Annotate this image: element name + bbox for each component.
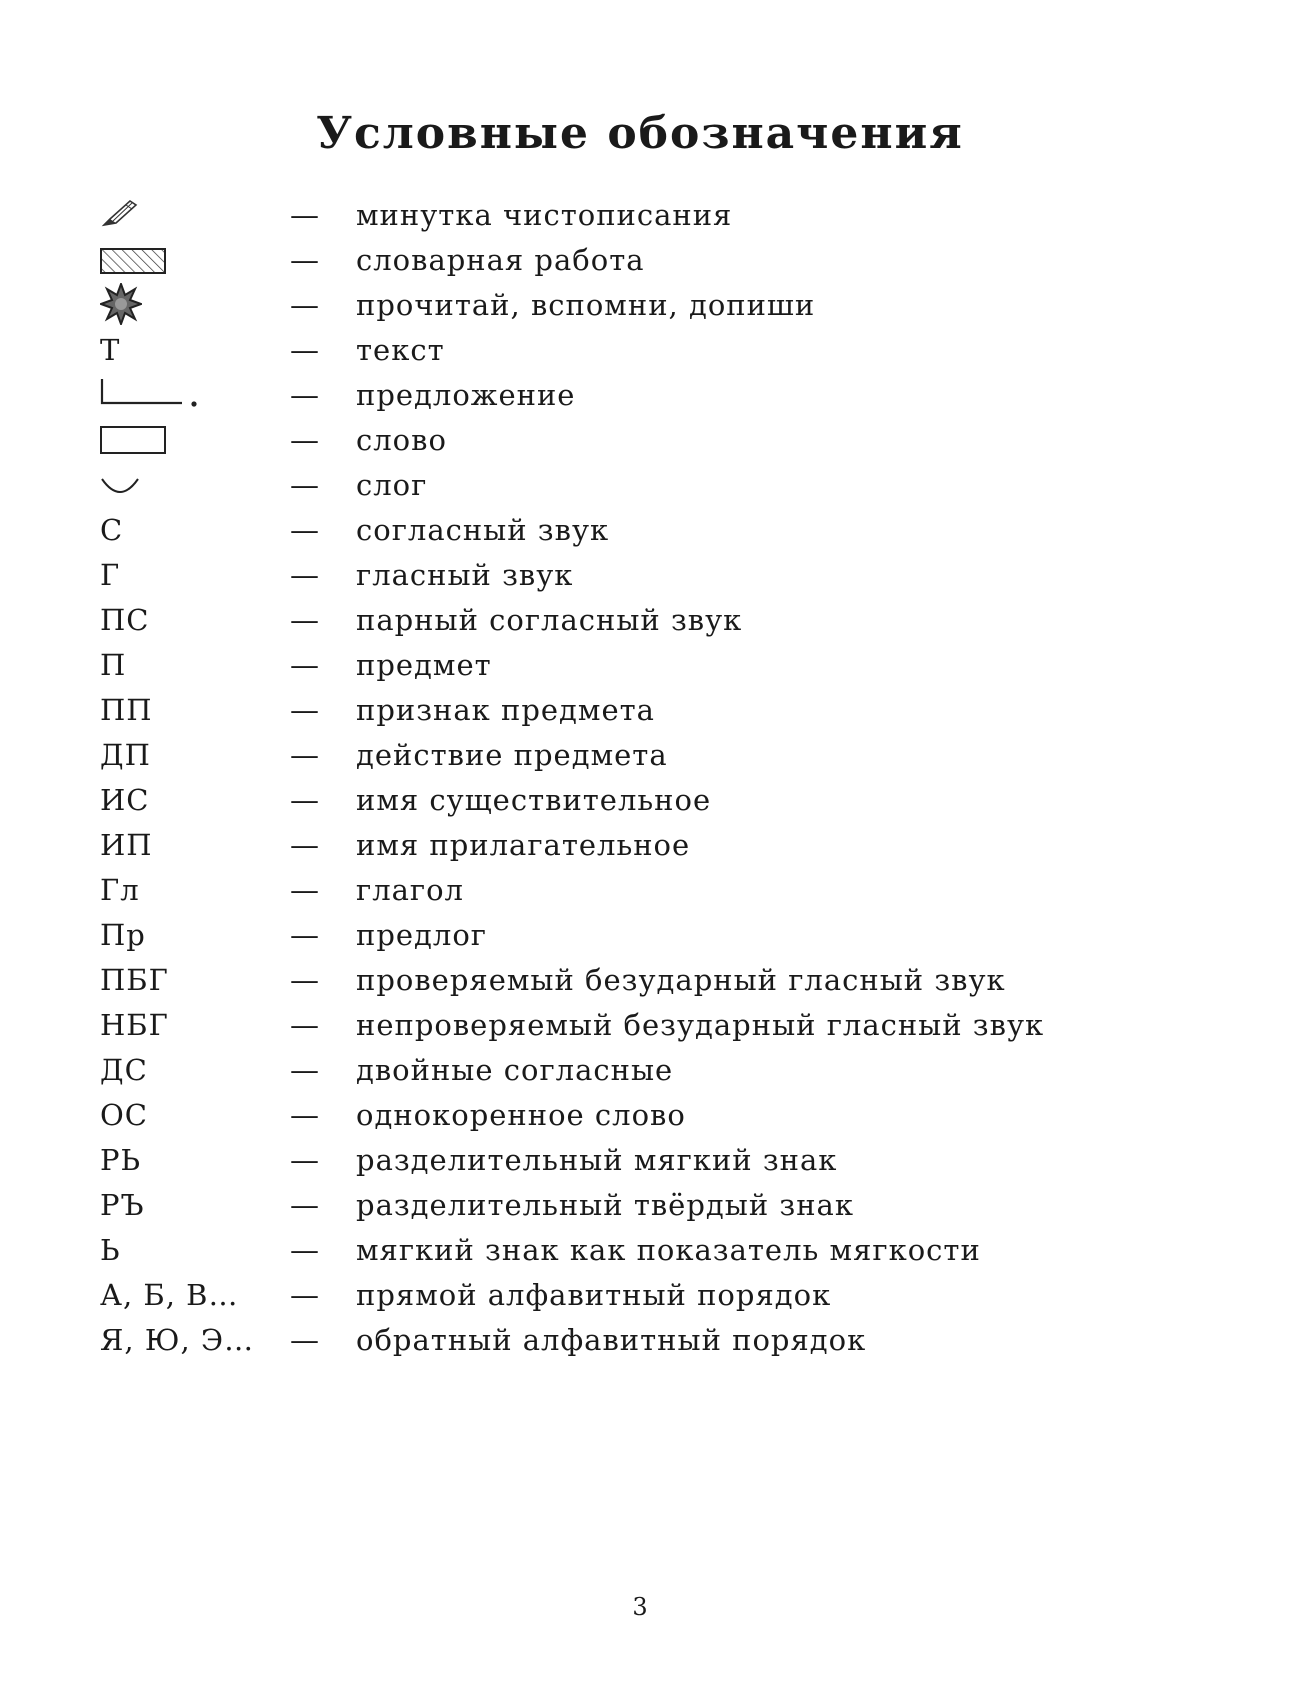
sentence-scheme-icon	[100, 373, 290, 418]
legend-item	[100, 1228, 1100, 1273]
legend-label: действие предмета	[356, 738, 668, 772]
legend-item	[100, 823, 1100, 868]
legend-label: разделительный твёрдый знак	[356, 1188, 854, 1222]
legend-item	[100, 463, 1100, 508]
legend-label: прямой алфавитный порядок	[356, 1278, 832, 1312]
legend-symbol: ПС	[100, 603, 150, 637]
legend-symbol: Пр	[100, 918, 146, 952]
legend-item	[100, 553, 1100, 598]
legend-dash: —	[290, 423, 320, 457]
empty-rectangle-icon	[100, 418, 290, 463]
legend-dash: —	[290, 918, 320, 952]
legend-symbol: ДП	[100, 738, 151, 772]
legend-symbol: ДС	[100, 1053, 148, 1087]
legend-dash: —	[290, 783, 320, 817]
legend-dash: —	[290, 1323, 320, 1357]
legend-item	[100, 958, 1100, 1003]
legend-dash: —	[290, 378, 320, 412]
legend-dash: —	[290, 243, 320, 277]
legend-dash: —	[290, 1098, 320, 1132]
legend-dash: —	[290, 1188, 320, 1222]
hatched-rectangle-icon	[100, 238, 290, 283]
page-number: 3	[632, 1593, 648, 1621]
legend-symbol: РЬ	[100, 1143, 142, 1177]
pen-nib-icon	[100, 193, 290, 238]
legend-label: непроверяемый безударный гласный звук	[356, 1008, 1045, 1042]
legend-label: проверяемый безударный гласный звук	[356, 963, 1006, 997]
legend-item	[100, 193, 1100, 238]
legend-symbol: ОС	[100, 1098, 148, 1132]
legend-label: слово	[356, 423, 447, 457]
legend-item	[100, 1273, 1100, 1318]
legend-item	[100, 598, 1100, 643]
legend-dash: —	[290, 468, 320, 502]
legend-label: признак предмета	[356, 693, 655, 727]
legend-dash: —	[290, 1233, 320, 1267]
legend-dash: —	[290, 603, 320, 637]
legend-item	[100, 418, 1100, 463]
legend-label: гласный звук	[356, 558, 574, 592]
legend-label: однокоренное слово	[356, 1098, 686, 1132]
legend-symbol: Т	[100, 333, 121, 367]
legend-label: словарная работа	[356, 243, 645, 277]
legend-label: мягкий знак как показатель мягкости	[356, 1233, 981, 1267]
legend-item	[100, 643, 1100, 688]
legend-dash: —	[290, 288, 320, 322]
legend-dash: —	[290, 648, 320, 682]
legend-dash: —	[290, 1143, 320, 1177]
legend-item	[100, 1003, 1100, 1048]
legend-label: двойные согласные	[356, 1053, 674, 1087]
legend-symbol: Г	[100, 558, 121, 592]
legend-dash: —	[290, 828, 320, 862]
legend-dash: —	[290, 1053, 320, 1087]
legend-symbol: ИП	[100, 828, 153, 862]
legend-list	[100, 193, 1100, 1363]
legend-label: глагол	[356, 873, 464, 907]
legend-label: предмет	[356, 648, 492, 682]
arc-icon	[100, 463, 290, 508]
legend-dash: —	[290, 693, 320, 727]
legend-item	[100, 238, 1100, 283]
legend-symbol: Я, Ю, Э…	[100, 1323, 255, 1357]
legend-dash: —	[290, 738, 320, 772]
legend-item	[100, 778, 1100, 823]
legend-label: согласный звук	[356, 513, 610, 547]
legend-label: прочитай, вспомни, допиши	[356, 288, 816, 322]
legend-dash: —	[290, 1278, 320, 1312]
page-title: Условные обозначения	[316, 108, 964, 159]
legend-symbol: ПП	[100, 693, 153, 727]
legend-dash: —	[290, 963, 320, 997]
legend-item	[100, 1318, 1100, 1363]
legend-item	[100, 913, 1100, 958]
legend-label: текст	[356, 333, 445, 367]
legend-dash: —	[290, 873, 320, 907]
legend-symbol: Ь	[100, 1233, 121, 1267]
legend-item	[100, 1183, 1100, 1228]
legend-label: предлог	[356, 918, 487, 952]
legend-symbol: П	[100, 648, 127, 682]
legend-item	[100, 283, 1100, 328]
legend-label: парный согласный звук	[356, 603, 743, 637]
legend-symbol: НБГ	[100, 1008, 169, 1042]
legend-label: имя существительное	[356, 783, 712, 817]
legend-dash: —	[290, 1008, 320, 1042]
legend-symbol: С	[100, 513, 124, 547]
legend-label: слог	[356, 468, 428, 502]
legend-item	[100, 688, 1100, 733]
legend-label: разделительный мягкий знак	[356, 1143, 838, 1177]
legend-symbol: ИС	[100, 783, 150, 817]
legend-symbol: Гл	[100, 873, 140, 907]
legend-label: обратный алфавитный порядок	[356, 1323, 867, 1357]
legend-item	[100, 733, 1100, 778]
legend-item	[100, 1138, 1100, 1183]
legend-label: предложение	[356, 378, 576, 412]
legend-dash: —	[290, 333, 320, 367]
legend-symbol: А, Б, В…	[100, 1278, 239, 1312]
legend-dash: —	[290, 513, 320, 547]
legend-symbol: ПБГ	[100, 963, 169, 997]
legend-item	[100, 373, 1100, 418]
legend-item	[100, 1093, 1100, 1138]
legend-label: имя прилагательное	[356, 828, 691, 862]
legend-dash: —	[290, 198, 320, 232]
legend-item	[100, 328, 1100, 373]
legend-item	[100, 868, 1100, 913]
legend-item	[100, 1048, 1100, 1093]
legend-item	[100, 508, 1100, 553]
legend-symbol: РЪ	[100, 1188, 145, 1222]
starburst-icon	[100, 283, 290, 328]
legend-label: минутка чистописания	[356, 198, 733, 232]
legend-dash: —	[290, 558, 320, 592]
